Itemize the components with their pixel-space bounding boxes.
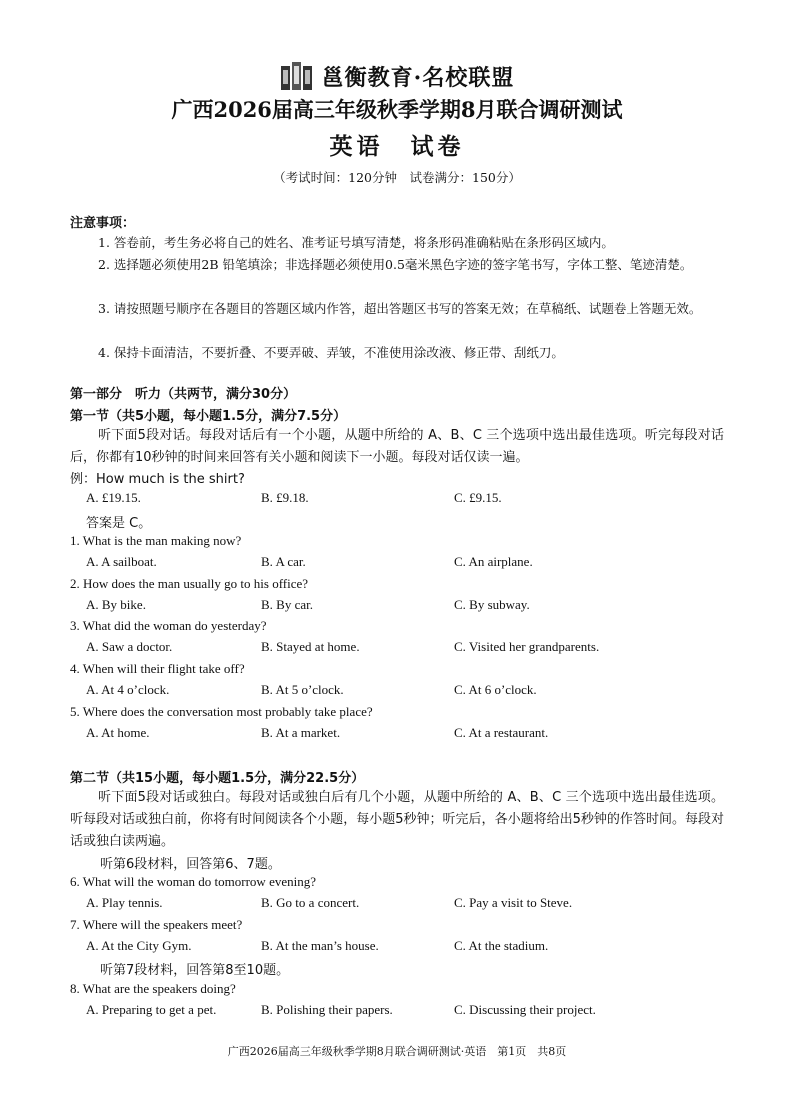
- page-footer: 广西2026届高三年级秋季学期8月联合调研测试·英语 第1页 共8页: [227, 1045, 567, 1058]
- exam-info: （考试时间：120分钟 试卷满分：150分）: [273, 170, 521, 185]
- question-8: 8. What are the speakers doing?: [70, 981, 236, 996]
- material-6-note: 听第6段材料，回答第6、7题。: [100, 857, 281, 872]
- question-1: 1. What is the man making now?: [70, 533, 242, 548]
- q7-option-a: A. At the City Gym.: [86, 938, 192, 953]
- q5-option-b: B. At a market.: [261, 725, 341, 740]
- question-6: 6. What will the woman do tomorrow evening?: [70, 874, 316, 889]
- q3-option-c: C. Visited her grandparents.: [454, 639, 600, 654]
- example-answer: 答案是 C。: [86, 516, 152, 531]
- example-option-a: A. £19.15.: [86, 490, 141, 505]
- q2-option-a: A. By bike.: [86, 597, 146, 612]
- q8-option-c: C. Discussing their project.: [454, 1002, 596, 1017]
- example-option-b: B. £9.18.: [261, 490, 309, 505]
- notice-title: 注意事项：: [70, 216, 136, 231]
- q4-option-a: A. At 4 o’clock.: [86, 682, 170, 697]
- header-logo-row: [0, 58, 794, 94]
- example-question: 例：How much is the shirt?: [70, 472, 245, 487]
- q1-option-b: B. A car.: [261, 554, 306, 569]
- q1-option-a: A. A sailboat.: [86, 554, 157, 569]
- q5-option-a: A. At home.: [86, 725, 150, 740]
- q2-option-b: B. By car.: [261, 597, 313, 612]
- notice-item-4: 4. 保持卡面清洁，不要折叠、不要弄破、弄皱，不准使用涂改液、修正带、刮纸刀。: [98, 345, 564, 360]
- logo-text: 邕衡教育·名校联盟: [321, 64, 515, 91]
- question-7: 7. Where will the speakers meet?: [70, 917, 243, 932]
- q5-option-c: C. At a restaurant.: [454, 725, 549, 740]
- question-2: 2. How does the man usually go to his office?: [70, 576, 309, 591]
- question-3: 3. What did the woman do yesterday?: [70, 618, 267, 633]
- part1-heading: 第一部分 听力（共两节，满分30分）: [70, 387, 297, 402]
- material-7-note: 听第7段材料，回答第8至10题。: [100, 963, 290, 978]
- notice-item-1: 1. 答卷前，考生务必将自己的姓名、准考证号填写清楚，将条形码准确粘贴在条形码区域内。: [98, 235, 614, 250]
- exam-title: 广西2026届高三年级秋季学期8月联合调研测试: [171, 97, 623, 122]
- q6-option-a: A. Play tennis.: [86, 895, 163, 910]
- book-logo-icon: [280, 60, 314, 92]
- q3-option-a: A. Saw a doctor.: [86, 639, 173, 654]
- example-option-c: C. £9.15.: [454, 490, 502, 505]
- q4-option-b: B. At 5 o’clock.: [261, 682, 344, 697]
- notice-item-2: 2. 选择题必须使用2B 铅笔填涂；非选择题必须使用0.5毫米黑色字迹的签字笔书写，字体工整、笔迹清楚。: [98, 257, 693, 272]
- q4-option-c: C. At 6 o’clock.: [454, 682, 537, 697]
- question-4: 4. When will their flight take off?: [70, 661, 245, 676]
- q2-option-c: C. By subway.: [454, 597, 530, 612]
- section2-instructions: 听下面5段对话或独白。每段对话或独白后有几个小题，从题中所给的 A、B、C 三个选项中选出最佳选项。听每段对话或独白前，你将有时间阅读各个小题，每小题5秒钟；听完后，各小题将给出5秒钟的作答时间。每段对话或独白读两遍。: [70, 790, 724, 849]
- section1-instructions: 听下面5段对话。每段对话后有一个小题，从题中所给的 A、B、C 三个选项中选出最佳选项。听完每段对话后，你都有10秒钟的时间来回答有关小题和阅读下一小题。每段对话仅读一遍。: [70, 428, 724, 465]
- question-5: 5. Where does the conversation most probably take place?: [70, 704, 373, 719]
- q7-option-c: C. At the stadium.: [454, 938, 549, 953]
- q8-option-a: A. Preparing to get a pet.: [86, 1002, 217, 1017]
- q1-option-c: C. An airplane.: [454, 554, 533, 569]
- notice-item-3: 3. 请按照题号顺序在各题目的答题区域内作答，超出答题区书写的答案无效；在草稿纸、试题卷上答题无效。: [98, 301, 702, 316]
- section1-heading: 第一节（共5小题，每小题1.5分，满分7.5分）: [70, 409, 347, 424]
- q8-option-b: B. Polishing their papers.: [261, 1002, 393, 1017]
- q6-option-c: C. Pay a visit to Steve.: [454, 895, 573, 910]
- subject-title: 英语 试卷: [329, 133, 465, 160]
- q6-option-b: B. Go to a concert.: [261, 895, 360, 910]
- q7-option-b: B. At the man’s house.: [261, 938, 379, 953]
- section2-heading: 第二节（共15小题，每小题1.5分，满分22.5分）: [70, 771, 365, 786]
- q3-option-b: B. Stayed at home.: [261, 639, 360, 654]
